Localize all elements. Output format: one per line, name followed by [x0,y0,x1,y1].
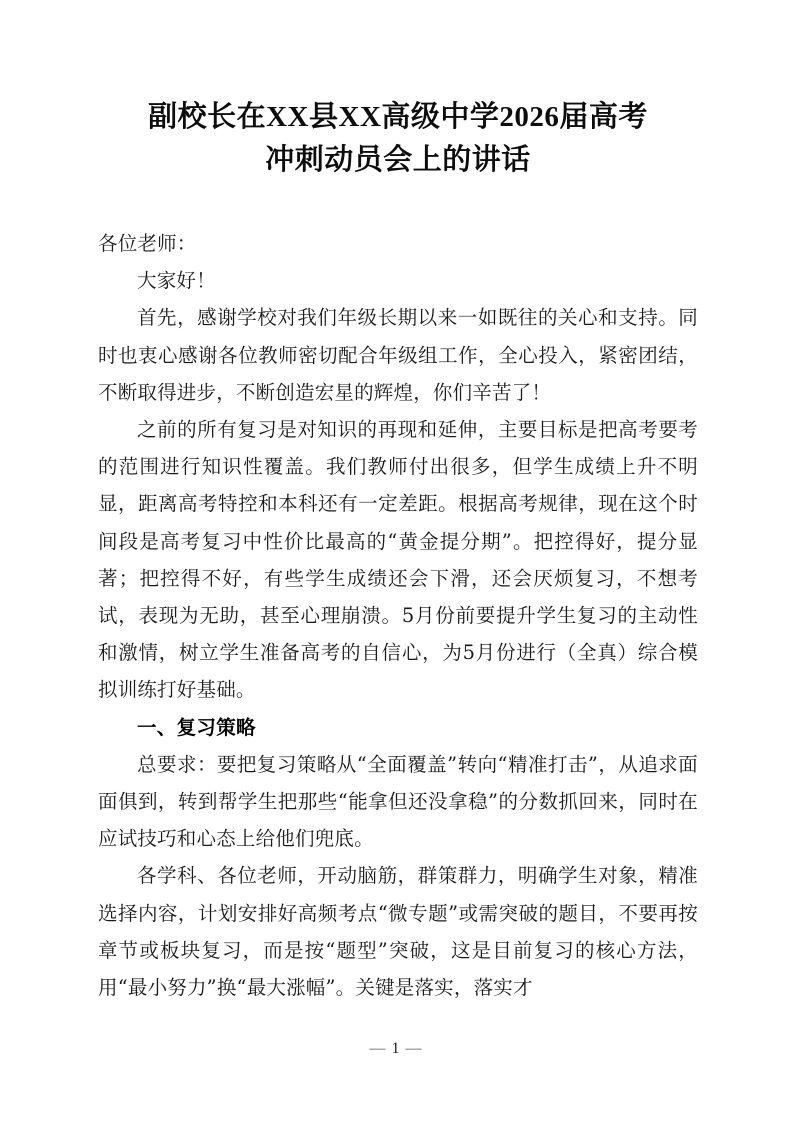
footer-page-number: 1 [391,1040,402,1057]
paragraph-subject-guidance: 各学科、各位老师，开动脑筋，群策群力，明确学生对象，精准选择内容，计划安排好高频考点“微专题”或需突破的题目，不要再按章节或板块复习，而是按“题型”突破，这是目前复习的核心方法，用“最小努力”换“最大涨幅”。关键是落实，落实才 [98,864,698,1000]
page-title-line-2: 冲刺动员会上的讲话 [265,144,531,176]
footer-left-dash: — [369,1040,388,1057]
document-content [98,225,698,1006]
paragraph-thanks: 首先，感谢学校对我们年级长期以来一如既往的关心和支持。同时也衷心感谢各位教师密切配合年级组工作，全心投入，紧密团结，不断取得进步，不断创造宏星的辉煌，你们辛苦了！ [98,306,698,404]
page-title-line-1: 副校长在XX县XX高级中学2026届高考 [148,101,648,133]
greeting-line: 大家好！ [137,269,216,293]
footer-right-dash: — [405,1040,424,1057]
document-body [98,96,698,1006]
section-heading-review-strategy: 一、复习策略 [137,715,256,739]
page-title [98,96,698,182]
page-footer [0,1040,793,1058]
paragraph-general-requirement: 总要求：要把复习策略从“全面覆盖”转向“精准打击”，从追求面面俱到，转到帮学生把那些“能拿但还没拿稳”的分数抓回来，同时在应试技巧和心态上给他们兜底。 [98,752,698,851]
salutation-line: 各位老师： [98,232,197,255]
paragraph-review-background: 之前的所有复习是对知识的再现和延伸，主要目标是把高考要考的范围进行知识性覆盖。我们教师付出很多，但学生成绩上升不明显，距离高考特控和本科还有一定差距。根据高考规律，现在这个时间段是高考复习中性价比最高的“黄金提分期”。把控得好，提分显著；把控得不好，有些学生成绩还会下滑，还会厌烦复习，不想考试，表现为无助，甚至心理崩溃。5月份前要提升学生复习的主动性和激情，树立学生准备高考的自信心，为5月份进行（全真）综合模拟训练打好基础。 [98,418,698,702]
